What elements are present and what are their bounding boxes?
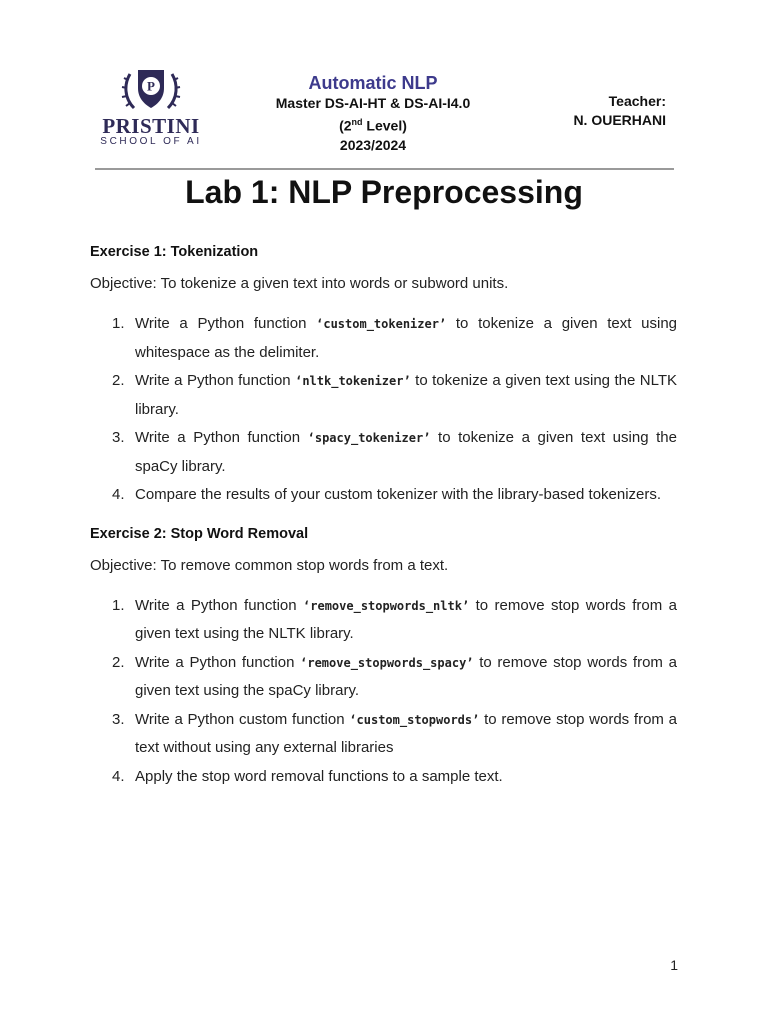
exercise-objective: Objective: To tokenize a given text into words or subword units.: [90, 275, 509, 292]
exercise-heading: Exercise 2: Stop Word Removal: [90, 525, 309, 542]
document-body: [90, 240, 677, 791]
shield-crest-icon: [120, 66, 182, 114]
logo-brand: PRISTINI: [102, 114, 200, 138]
teacher-label: Teacher:: [608, 93, 666, 109]
course-title: Automatic NLP: [308, 73, 438, 93]
task-item: 1. Write a Python function ‘custom_tokenizer’ to tokenize a given text using whitespace as the delimiter.: [112, 315, 678, 361]
task-list: [90, 592, 677, 792]
task-item: 3. Write a Python custom function ‘custom_stopwords’ to remove stop words from a text without using any external libraries: [112, 710, 677, 756]
exercise-objective: Objective: To remove common stop words from a text.: [90, 556, 449, 574]
teacher-block: [573, 92, 666, 130]
exercise-heading: Exercise 1: Tokenization: [90, 244, 259, 260]
logo-initial: P: [147, 78, 155, 94]
course-program: Master DS-AI-HT & DS-AI-I4.0: [275, 95, 471, 111]
course-level: (2nd Level): [339, 117, 407, 134]
document-title: Lab 1: NLP Preprocessing: [185, 174, 583, 210]
course-year: 2023/2024: [339, 136, 407, 153]
header-divider: [95, 168, 674, 170]
teacher-name: N. OUERHANI: [573, 112, 666, 128]
task-item: 2. Write a Python function ‘remove_stopwords_spacy’ to remove stop words from a given text using the spaCy library.: [112, 653, 677, 699]
course-header: [248, 72, 498, 155]
exercise-section: [90, 522, 677, 792]
page-number: 1: [670, 957, 678, 973]
task-item: 4. Compare the results of your custom tokenizer with the library-based tokenizers.: [112, 486, 662, 503]
task-item: 1. Write a Python function ‘remove_stopwords_nltk’ to remove stop words from a given text using the NLTK library.: [112, 596, 677, 642]
logo-subtitle: SCHOOL OF AI: [100, 136, 202, 147]
task-item: 3. Write a Python function ‘spacy_tokenizer’ to tokenize a given text using the spaCy library.: [112, 429, 677, 475]
task-item: 2. Write a Python function ‘nltk_tokenizer’ to tokenize a given text using the NLTK library.: [112, 372, 677, 418]
exercise-section: [90, 240, 677, 510]
task-list: [90, 310, 677, 510]
school-logo: [100, 66, 202, 152]
task-item: 4. Apply the stop word removal functions to a sample text.: [112, 767, 503, 785]
